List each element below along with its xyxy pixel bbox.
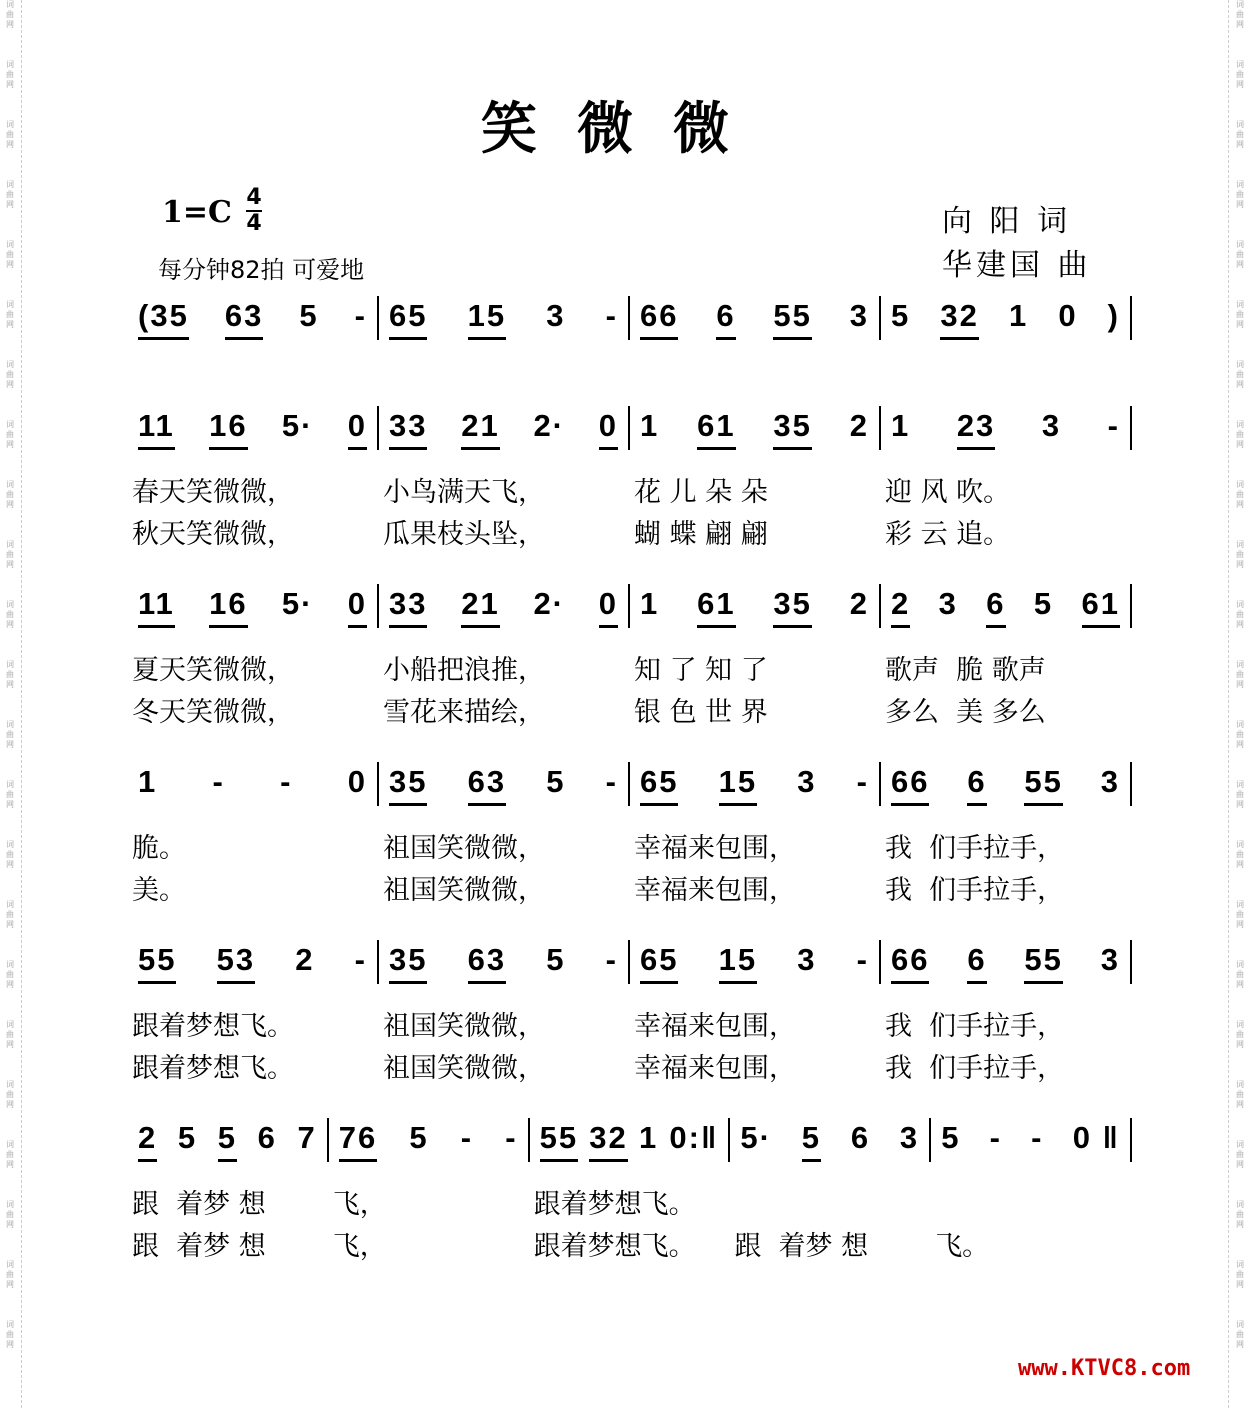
note-group: 55 (773, 298, 811, 340)
lyric-line (128, 1046, 1132, 1085)
note-group: - (212, 764, 225, 799)
note-group: 65 (640, 942, 678, 984)
note-group: - (280, 764, 293, 799)
notation-row (128, 1118, 1132, 1162)
note-group: - (354, 298, 367, 333)
measure (630, 940, 879, 984)
note-group: 35 (389, 942, 427, 984)
note-group: 63 (468, 764, 506, 806)
note-group: 6 (967, 764, 986, 806)
note-group: 5 (546, 942, 566, 977)
side-watermark-text: 词 曲 网 (1236, 960, 1244, 989)
note-group: 3 (938, 586, 958, 621)
lyric-segment: 歌声 脆 歌声 (885, 655, 1046, 686)
measure (881, 406, 1130, 450)
measure (530, 1118, 729, 1162)
note-group: 53 (217, 942, 255, 984)
measure (379, 940, 628, 984)
lyric-line (128, 512, 1132, 551)
measure (329, 1118, 528, 1162)
lyric-segment: 跟 着梦 想 (734, 1231, 869, 1262)
note-group: 5 (802, 1120, 821, 1162)
note-group: 66 (640, 298, 678, 340)
note-group: 63 (225, 298, 263, 340)
note-group: 3 (899, 1120, 920, 1155)
side-watermark-text: 词 曲 网 (1236, 0, 1244, 29)
note-group: 35 (773, 408, 811, 450)
note-group: 5· (740, 1120, 772, 1155)
note-group: - (354, 942, 367, 977)
measure (128, 296, 377, 340)
note-group: 61 (697, 408, 735, 450)
side-watermark-text: 词 曲 网 (1236, 660, 1244, 689)
note-group: 35 (773, 586, 811, 628)
measure (630, 406, 879, 450)
lyric-segment: 瓜果枝头坠， (383, 519, 545, 550)
lyric-line (128, 1224, 1132, 1263)
measure (128, 584, 377, 628)
composer-credit: 华建国 曲 (942, 248, 1092, 283)
note-group: 55 (1024, 942, 1062, 984)
note-group: 3 (1100, 942, 1120, 977)
lyric-segment: 我 们手拉手， (885, 1053, 1065, 1084)
note-group: - (989, 1120, 1002, 1155)
note-group: 5· (281, 586, 314, 621)
side-watermark-right (1233, 0, 1247, 1380)
lyric-line (128, 826, 1132, 865)
measure (881, 940, 1130, 984)
note-group: 55 (540, 1120, 578, 1162)
barline (1130, 296, 1132, 340)
lyric-segment: 知 了 知 了 (634, 655, 768, 686)
lyric-segment: 祖国笑微微， (383, 1053, 545, 1084)
lyric-line (128, 648, 1132, 687)
lyric-line (128, 690, 1132, 729)
side-watermark-text: 词 曲 网 (6, 60, 14, 89)
note-group: 6 (716, 298, 735, 340)
measure (379, 584, 628, 628)
lyric-segment: 脆。 (132, 833, 186, 864)
note-group: 11 (138, 586, 175, 628)
note-group: 1 (640, 586, 660, 621)
note-group: 0 (599, 586, 618, 628)
note-group: 65 (640, 764, 678, 806)
lyric-segment: 跟 着梦 想 (132, 1189, 266, 1220)
lyric-segment (730, 1182, 931, 1221)
measure (128, 1118, 327, 1162)
lyric-segment (931, 1182, 1132, 1221)
lyric-segment: 我 们手拉手， (885, 875, 1065, 906)
note-group: 5 (1033, 586, 1054, 621)
note-group: 11 (138, 408, 175, 450)
barline (1130, 584, 1132, 628)
note-group: 3 (797, 942, 817, 977)
barline (1130, 940, 1132, 984)
note-group: 5· (281, 408, 314, 443)
note-group: 33 (389, 408, 427, 450)
note-group: 6 (986, 586, 1005, 628)
side-watermark-text: 词 曲 网 (6, 840, 14, 869)
side-watermark-text: 词 曲 网 (6, 600, 14, 629)
note-group: 61 (697, 586, 735, 628)
side-watermark-text: 词 曲 网 (1236, 180, 1244, 209)
measure (630, 296, 879, 340)
note-group: 1 (891, 408, 911, 443)
note-group: - (605, 942, 618, 977)
measure (128, 406, 377, 450)
note-group: 66 (891, 942, 929, 984)
lyric-segment: 多么 美 多么 (885, 697, 1046, 728)
right-border (1228, 0, 1229, 1408)
lyric-segment: 小船把浪推， (383, 655, 545, 686)
side-watermark-text: 词 曲 网 (1236, 1080, 1244, 1109)
tempo-marking: 每分钟82拍 可爱地 (158, 256, 365, 284)
notation-row (128, 940, 1132, 984)
note-group: 76 (339, 1120, 377, 1162)
measure (630, 584, 879, 628)
lyric-segment: 银 色 世 界 (634, 697, 768, 728)
side-watermark-text: 词 曲 网 (1236, 60, 1244, 89)
lyric-segment: 迎 风 吹。 (885, 477, 1011, 508)
measure (881, 296, 1130, 340)
side-watermark-text: 词 曲 网 (1236, 1020, 1244, 1049)
lyric-segment: 幸福来包围， (634, 875, 796, 906)
note-group: 33 (389, 586, 427, 628)
lyric-segment: 幸福来包围， (634, 1053, 796, 1084)
side-watermark-text: 词 曲 网 (1236, 360, 1244, 389)
measure (881, 762, 1130, 806)
note-group: 5 (299, 298, 319, 333)
note-group: 15 (719, 764, 757, 806)
note-group: 3 (1041, 408, 1062, 443)
notation-row (128, 762, 1132, 806)
lyric-segment: 祖国笑微微， (383, 833, 545, 864)
note-group: - (1031, 1120, 1044, 1155)
lyric-segment: 跟着梦想飞。 (132, 1053, 294, 1084)
note-group: 55 (138, 942, 176, 984)
side-watermark-text: 词 曲 网 (6, 240, 14, 269)
barline (1130, 1118, 1132, 1162)
song-title: 笑微微 (481, 96, 769, 162)
lyric-segment: 祖国笑微微， (383, 1011, 545, 1042)
lyric-segment: 秋天笑微微， (132, 519, 294, 550)
lyric-segment: 我 们手拉手， (885, 833, 1065, 864)
side-watermark-text: 词 曲 网 (1236, 900, 1244, 929)
lyric-segment: 幸福来包围， (634, 1011, 796, 1042)
side-watermark-text: 词 曲 网 (6, 1140, 14, 1169)
lyric-line (128, 1004, 1132, 1043)
measure (379, 296, 628, 340)
note-group: 2· (533, 408, 566, 443)
note-group: 5 (177, 1120, 198, 1155)
side-watermark-text: 词 曲 网 (1236, 240, 1244, 269)
note-group: - (856, 764, 869, 799)
note-group: 15 (468, 298, 506, 340)
lyric-segment: 跟 着梦 想 (132, 1231, 266, 1262)
notation-row (128, 584, 1132, 628)
side-watermark-text: 词 曲 网 (6, 180, 14, 209)
side-watermark-text: 词 曲 网 (1236, 720, 1244, 749)
side-watermark-text: 词 曲 网 (6, 0, 14, 29)
lyric-line (128, 868, 1132, 907)
site-watermark: www.KTVC8.com (1018, 1356, 1191, 1381)
side-watermark-text: 词 曲 网 (6, 300, 14, 329)
note-group: 2 (849, 586, 869, 621)
barline (1130, 762, 1132, 806)
key-signature: 1=C (162, 195, 232, 230)
side-watermark-text: 词 曲 网 (6, 720, 14, 749)
note-group: 0 (599, 408, 618, 450)
measure (379, 406, 628, 450)
lyric-line (128, 470, 1132, 509)
measure (630, 762, 879, 806)
note-group: - (1107, 408, 1120, 443)
note-group: 55 (1024, 764, 1062, 806)
note-group: 1 (1008, 298, 1029, 333)
note-group: 5 (546, 764, 566, 799)
lyric-segment: 我 们手拉手， (885, 1011, 1065, 1042)
side-watermark-text: 词 曲 网 (1236, 1200, 1244, 1229)
measure (931, 1118, 1130, 1162)
lyric-segment: 蝴 蝶 翩 翩 (634, 519, 768, 550)
lyric-segment: 冬天笑微微， (132, 697, 294, 728)
note-group: 5 (218, 1120, 237, 1162)
note-group: 5 (409, 1120, 429, 1155)
note-group: 3 (797, 764, 817, 799)
note-group: 66 (891, 764, 929, 806)
side-watermark-text: 词 曲 网 (6, 1200, 14, 1229)
note-group: 21 (461, 408, 499, 450)
note-group: 0 (348, 586, 367, 628)
note-group: 21 (461, 586, 499, 628)
side-watermark-text: 词 曲 网 (6, 1080, 14, 1109)
note-group: 16 (209, 408, 247, 450)
note-group: 0 ‖ (1072, 1120, 1120, 1155)
note-group: ) (1107, 298, 1120, 333)
lyricist-credit: 向 阳 词 (942, 204, 1072, 239)
note-group: 35 (389, 764, 427, 806)
note-group: - (605, 764, 618, 799)
measure (881, 584, 1130, 628)
note-group: 0 (348, 408, 367, 450)
side-watermark-text: 词 曲 网 (6, 1020, 14, 1049)
side-watermark-text: 词 曲 网 (6, 660, 14, 689)
note-group: 23 (957, 408, 995, 450)
note-group: 1 (138, 764, 158, 799)
time-bottom: 4 (246, 211, 262, 236)
side-watermark-text: 词 曲 网 (1236, 120, 1244, 149)
note-group: - (505, 1120, 518, 1155)
note-group: 0 (347, 764, 367, 799)
measure (128, 940, 377, 984)
note-group: 1 (638, 1120, 659, 1155)
note-group: 5 (891, 298, 911, 333)
note-group: 1 (640, 408, 660, 443)
note-group: - (605, 298, 618, 333)
side-watermark-text: 词 曲 网 (6, 900, 14, 929)
lyric-segment: 雪花来描绘， (383, 697, 545, 728)
left-border (21, 0, 22, 1408)
measure (379, 762, 628, 806)
notation-row (128, 406, 1132, 450)
side-watermark-text: 词 曲 网 (1236, 540, 1244, 569)
lyric-segment: 美。 (132, 875, 186, 906)
note-group: 32 (940, 298, 978, 340)
note-group: 3 (849, 298, 869, 333)
notation-row (128, 296, 1132, 340)
note-group: 15 (719, 942, 757, 984)
note-group: 0 (1058, 298, 1078, 333)
side-watermark-text: 词 曲 网 (6, 1260, 14, 1289)
side-watermark-text: 词 曲 网 (6, 480, 14, 509)
note-group: 2 (295, 942, 315, 977)
side-watermark-text: 词 曲 网 (6, 1320, 14, 1349)
note-group: 3 (546, 298, 566, 333)
barline (1130, 406, 1132, 450)
note-group: 32 (589, 1120, 627, 1162)
time-top: 4 (246, 185, 262, 210)
note-group: 65 (389, 298, 427, 340)
note-group: 61 (1082, 586, 1120, 628)
side-watermark-text: 词 曲 网 (6, 540, 14, 569)
note-group: 3 (1100, 764, 1120, 799)
side-watermark-text: 词 曲 网 (1236, 780, 1244, 809)
note-group: 6 (850, 1120, 871, 1155)
side-watermark-text: 词 曲 网 (6, 780, 14, 809)
measure (128, 762, 377, 806)
side-watermark-text: 词 曲 网 (6, 420, 14, 449)
side-watermark-text: 词 曲 网 (1236, 480, 1244, 509)
side-watermark-text: 词 曲 网 (6, 120, 14, 149)
side-watermark-text: 词 曲 网 (1236, 1320, 1244, 1349)
side-watermark-text: 词 曲 网 (1236, 840, 1244, 869)
lyric-segment: 飞， (332, 1189, 387, 1220)
side-watermark-text: 词 曲 网 (1236, 300, 1244, 329)
note-group: 2 (891, 586, 910, 628)
lyric-segment: 祖国笑微微， (383, 875, 545, 906)
note-group: 2 (138, 1120, 157, 1162)
note-group: 2 (849, 408, 869, 443)
note-group: 63 (468, 942, 506, 984)
lyric-segment: 幸福来包围， (634, 833, 796, 864)
side-watermark-text: 词 曲 网 (1236, 1260, 1244, 1289)
side-watermark-text: 词 曲 网 (6, 960, 14, 989)
lyric-segment: 跟着梦想飞。 (533, 1189, 696, 1220)
note-group: 7 (297, 1120, 317, 1155)
note-group: - (856, 942, 869, 977)
lyric-segment: 飞。 (935, 1231, 990, 1262)
lyric-segment: 彩 云 追。 (885, 519, 1011, 550)
note-group: 5 (941, 1120, 961, 1155)
note-group: (35 (138, 298, 189, 340)
lyric-segment: 跟着梦想飞。 (533, 1231, 696, 1262)
lyric-segment: 春天笑微微， (132, 477, 294, 508)
time-signature (246, 186, 262, 236)
side-watermark-text: 词 曲 网 (6, 360, 14, 389)
lyric-segment: 小鸟满天飞， (383, 477, 545, 508)
note-group: 0:‖ (669, 1120, 719, 1155)
side-watermark-left (3, 0, 17, 1380)
note-group: 16 (209, 586, 247, 628)
lyric-segment: 花 儿 朵 朵 (634, 477, 768, 508)
note-group: 2· (533, 586, 566, 621)
side-watermark-text: 词 曲 网 (1236, 600, 1244, 629)
note-group: 6 (257, 1120, 277, 1155)
side-watermark-text: 词 曲 网 (1236, 420, 1244, 449)
lyric-segment: 跟着梦想飞。 (132, 1011, 294, 1042)
side-watermark-text: 词 曲 网 (1236, 1140, 1244, 1169)
measure (730, 1118, 929, 1162)
lyric-line (128, 1182, 1132, 1221)
note-group: - (460, 1120, 474, 1155)
note-group: 6 (967, 942, 986, 984)
lyric-segment: 飞， (332, 1231, 387, 1262)
lyric-segment: 夏天笑微微， (132, 655, 294, 686)
